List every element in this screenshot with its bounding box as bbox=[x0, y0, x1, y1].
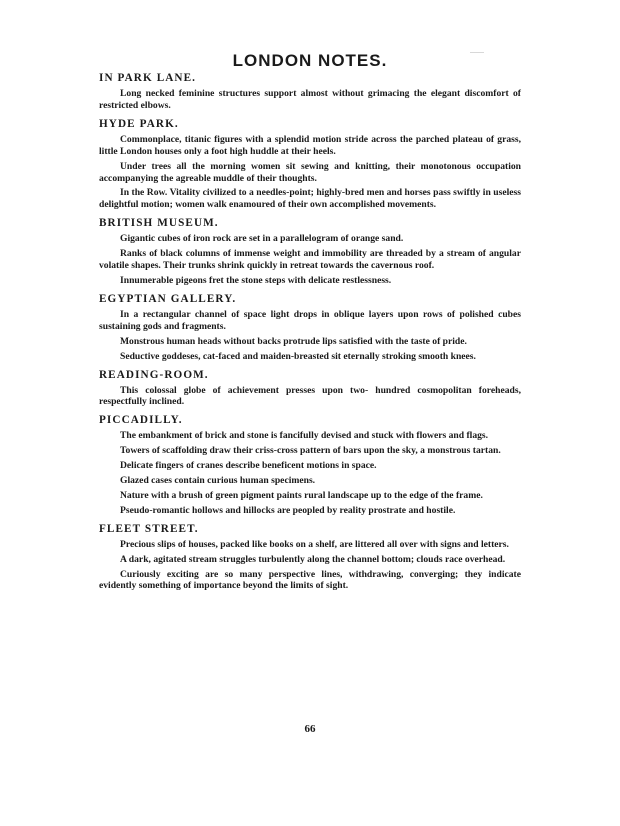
section bbox=[99, 293, 521, 363]
paragraph: Pseudo-romantic hollows and hillocks are peopled by reality prostrate and hostile. bbox=[120, 504, 456, 516]
paragraph: A dark, agitated stream struggles turbulently along the channel bottom; clouds race overhead. bbox=[120, 553, 506, 565]
section-heading: PICCADILLY. bbox=[99, 414, 183, 427]
paragraph: In the Row. Vitality civilized to a needles-point; highly-bred men and horses pass swiftly in useless delightful motion; women walk enamoured of their own accomplished movements. bbox=[99, 187, 521, 211]
paragraph: The embankment of brick and stone is fancifully devised and stuck with flowers and flags. bbox=[120, 430, 489, 442]
section-heading: READING-ROOM. bbox=[99, 368, 209, 381]
article-body bbox=[99, 72, 521, 595]
paragraph: Commonplace, titanic figures with a splendid motion stride across the parched plateau of grass, little London houses only a foot high huddle at their heels. bbox=[99, 133, 521, 157]
paragraph: This colossal globe of achievement presses upon two- hundred cosmopolitan foreheads, respectfully inclined. bbox=[99, 384, 521, 408]
paragraph: Long necked feminine structures support almost without grimacing the elegant discomfort of restricted elbows. bbox=[99, 88, 521, 111]
paragraph: In a rectangular channel of space light drops in oblique layers upon rows of polished cubes sustaining gods and fragments. bbox=[99, 308, 521, 332]
section bbox=[99, 217, 521, 287]
paragraph: Delicate fingers of cranes describe beneficent motions in space. bbox=[120, 460, 377, 472]
section-heading: FLEET STREET. bbox=[99, 522, 199, 535]
section-heading: BRITISH MUSEUM. bbox=[99, 217, 219, 230]
paragraph: Glazed cases contain curious human specimens. bbox=[120, 475, 316, 487]
section bbox=[99, 369, 521, 409]
section bbox=[99, 118, 521, 211]
paragraph: Nature with a brush of green pigment paints rural landscape up to the edge of the frame. bbox=[120, 489, 483, 501]
section bbox=[99, 414, 521, 516]
paragraph: Under trees all the morning women sit sewing and knitting, their monotonous occupation accompanying the agreable muddle of their thoughts. bbox=[99, 160, 521, 184]
paragraph: Curiously exciting are so many perspective lines, withdrawing, converging; they indicate evidently something of importance beyond the limits of sight. bbox=[99, 568, 521, 592]
section bbox=[99, 72, 521, 112]
paragraph: Monstrous human heads without backs protrude lips satisfied with the taste of pride. bbox=[120, 335, 467, 347]
section-heading: IN PARK LANE. bbox=[99, 72, 197, 84]
paragraph: Gigantic cubes of iron rock are set in a parallelogram of orange sand. bbox=[120, 233, 404, 245]
section bbox=[99, 523, 521, 593]
paragraph: Ranks of black columns of immense weight and immobility are threaded by a stream of angular volatile shapes. Their trunks shrink quickly in retreat towards the cavernous roof. bbox=[99, 248, 521, 272]
section-heading: EGYPTIAN GALLERY. bbox=[99, 292, 237, 305]
paragraph: Innumerable pigeons fret the stone steps with delicate restlessness. bbox=[120, 274, 392, 286]
paragraph: Seductive goddeses, cat-faced and maiden-breasted sit eternally stroking smooth knees. bbox=[120, 350, 476, 362]
section-heading: HYDE PARK. bbox=[99, 117, 179, 130]
page-number: 66 bbox=[304, 723, 316, 735]
page-title: LONDON NOTES. bbox=[232, 51, 388, 70]
paragraph: Towers of scaffolding draw their criss-cross pattern of bars upon the sky, a monstrous tartan. bbox=[120, 445, 501, 457]
paragraph: Precious slips of houses, packed like books on a shelf, are littered all over with signs and letters. bbox=[120, 538, 509, 550]
